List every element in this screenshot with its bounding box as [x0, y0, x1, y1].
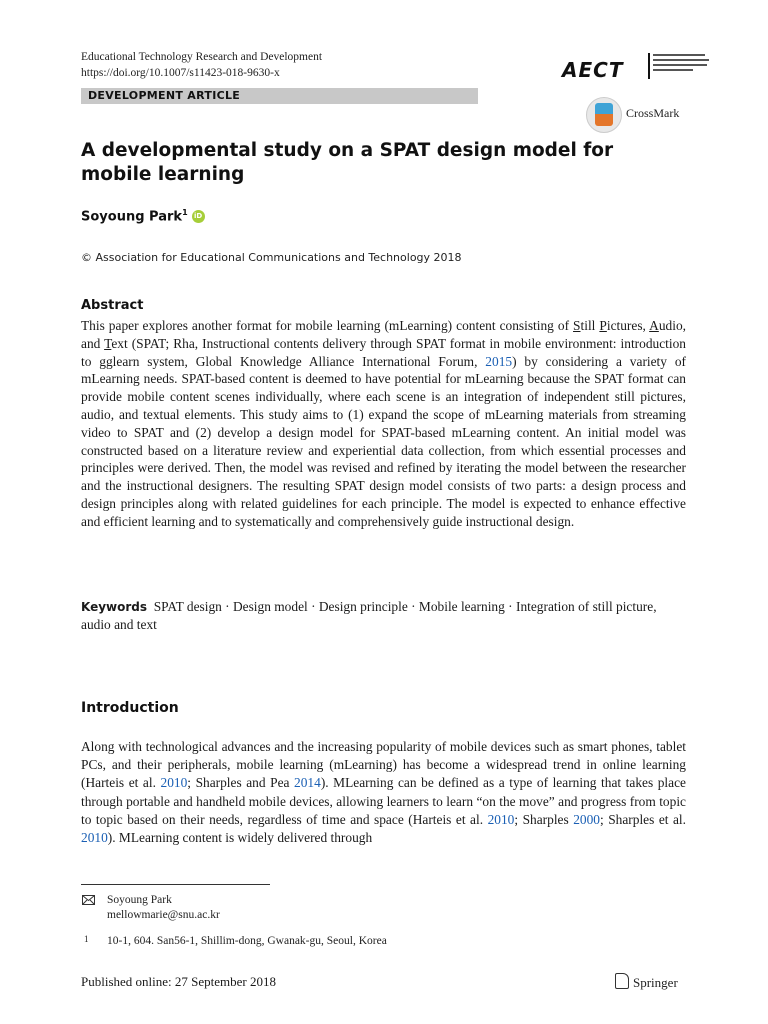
- keywords-list: SPAT design · Design model · Design principle · Mobile learning · Integration of still picture, audio and text: [81, 599, 657, 632]
- citation-link[interactable]: 2000: [573, 811, 600, 827]
- introduction-heading: Introduction: [81, 700, 179, 716]
- affiliation-number: 1: [84, 934, 89, 944]
- crossmark-badge[interactable]: [586, 97, 696, 133]
- doi-link[interactable]: https://doi.org/10.1007/s11423-018-9630-x: [81, 67, 280, 79]
- aect-logo: [562, 51, 712, 81]
- introduction-body: Along with technological advances and the increasing popularity of mobile devices such as smart phones, tablet PCs, and their peripherals, mobile learning (mLearning) has become a widespread trend in online learning (Harteis et al. 2010; Sharples and Pea 2014). MLearning can be defined as a type of learning that takes place through portable and handheld mobile devices, allowing learners to learn “on the move” and progress from topic to topic based on their needs, regardless of time and space (Harteis et al. 2010; Sharples 2000; Sharples et al. 2010). MLearning content is widely delivered through: [81, 739, 686, 846]
- article-type-label: DEVELOPMENT ARTICLE: [88, 89, 241, 102]
- article-title: A developmental study on a SPAT design model for mobile learning: [81, 140, 614, 185]
- orcid-icon[interactable]: iD: [192, 210, 205, 223]
- citation-link[interactable]: 2014: [294, 775, 321, 791]
- author-line: [81, 208, 205, 224]
- corresponding-author: [107, 893, 220, 923]
- aect-tagline-graphic: [653, 54, 709, 78]
- keywords-block: [81, 598, 686, 634]
- crossmark-icon: [586, 97, 622, 133]
- aect-logo-text: AECT: [562, 58, 624, 82]
- journal-name: Educational Technology Research and Development: [81, 51, 323, 63]
- citation-link[interactable]: 2010: [160, 775, 188, 791]
- published-date: Published online: 27 September 2018: [81, 974, 276, 989]
- footnote-divider: [81, 884, 270, 885]
- journal-header: [81, 49, 322, 81]
- keywords-label: Keywords: [81, 600, 148, 614]
- springer-label: Springer: [633, 975, 678, 990]
- corresponding-author-name: Soyoung Park: [107, 894, 172, 906]
- author-affiliation-marker: 1: [182, 208, 188, 217]
- corresponding-author-email[interactable]: mellowmarie@snu.ac.kr: [107, 909, 220, 921]
- envelope-icon: [82, 895, 95, 908]
- citation-link[interactable]: 2010: [81, 830, 108, 846]
- citation-link[interactable]: 2015: [485, 353, 513, 369]
- abstract-heading: Abstract: [81, 298, 144, 313]
- citation-link[interactable]: 2010: [487, 811, 515, 827]
- author-name[interactable]: Soyoung Park: [81, 209, 183, 225]
- abstract-body: This paper explores another format for mobile learning (mLearning) content consisting of Still Pictures, Audio, and Text (SPAT; Rha, Instructional contents delivery through SPAT format in mobile environment: introduction to gglearn system, Global Knowledge Alliance International Forum, 2015) by considering a variety of mLearning needs. SPAT-based content is deemed to have potential for mLearning because the SPAT format can provide mobile content scenes individually, where each scene is an integration of independent still pictures, audio, and textual elements. This study aims to (1) expand the scope of mLearning materials from streaming video to SPAT and (2) develop a design model for SPAT-based mLearning content. An initial model was constructed based on a literature review and experiential data collection, from which essential processes and principles were derived. Then, the model was revised and refined by iterating the model between the researcher and the instructional designers. The resulting SPAT design model consists of two parts: a design process and design principles along with related guidelines for each principle. The model is expected to enhance effective and efficient learning and to systematically and comprehensively guide instructional design.: [81, 318, 686, 529]
- copyright-notice: © Association for Educational Communications and Technology 2018: [81, 251, 462, 264]
- crossmark-label: CrossMark: [626, 106, 680, 120]
- springer-logo: [615, 973, 678, 991]
- affiliation-address: 10-1, 604. San56-1, Shillim-dong, Gwanak-gu, Seoul, Korea: [107, 935, 387, 947]
- springer-horse-icon: [615, 973, 629, 989]
